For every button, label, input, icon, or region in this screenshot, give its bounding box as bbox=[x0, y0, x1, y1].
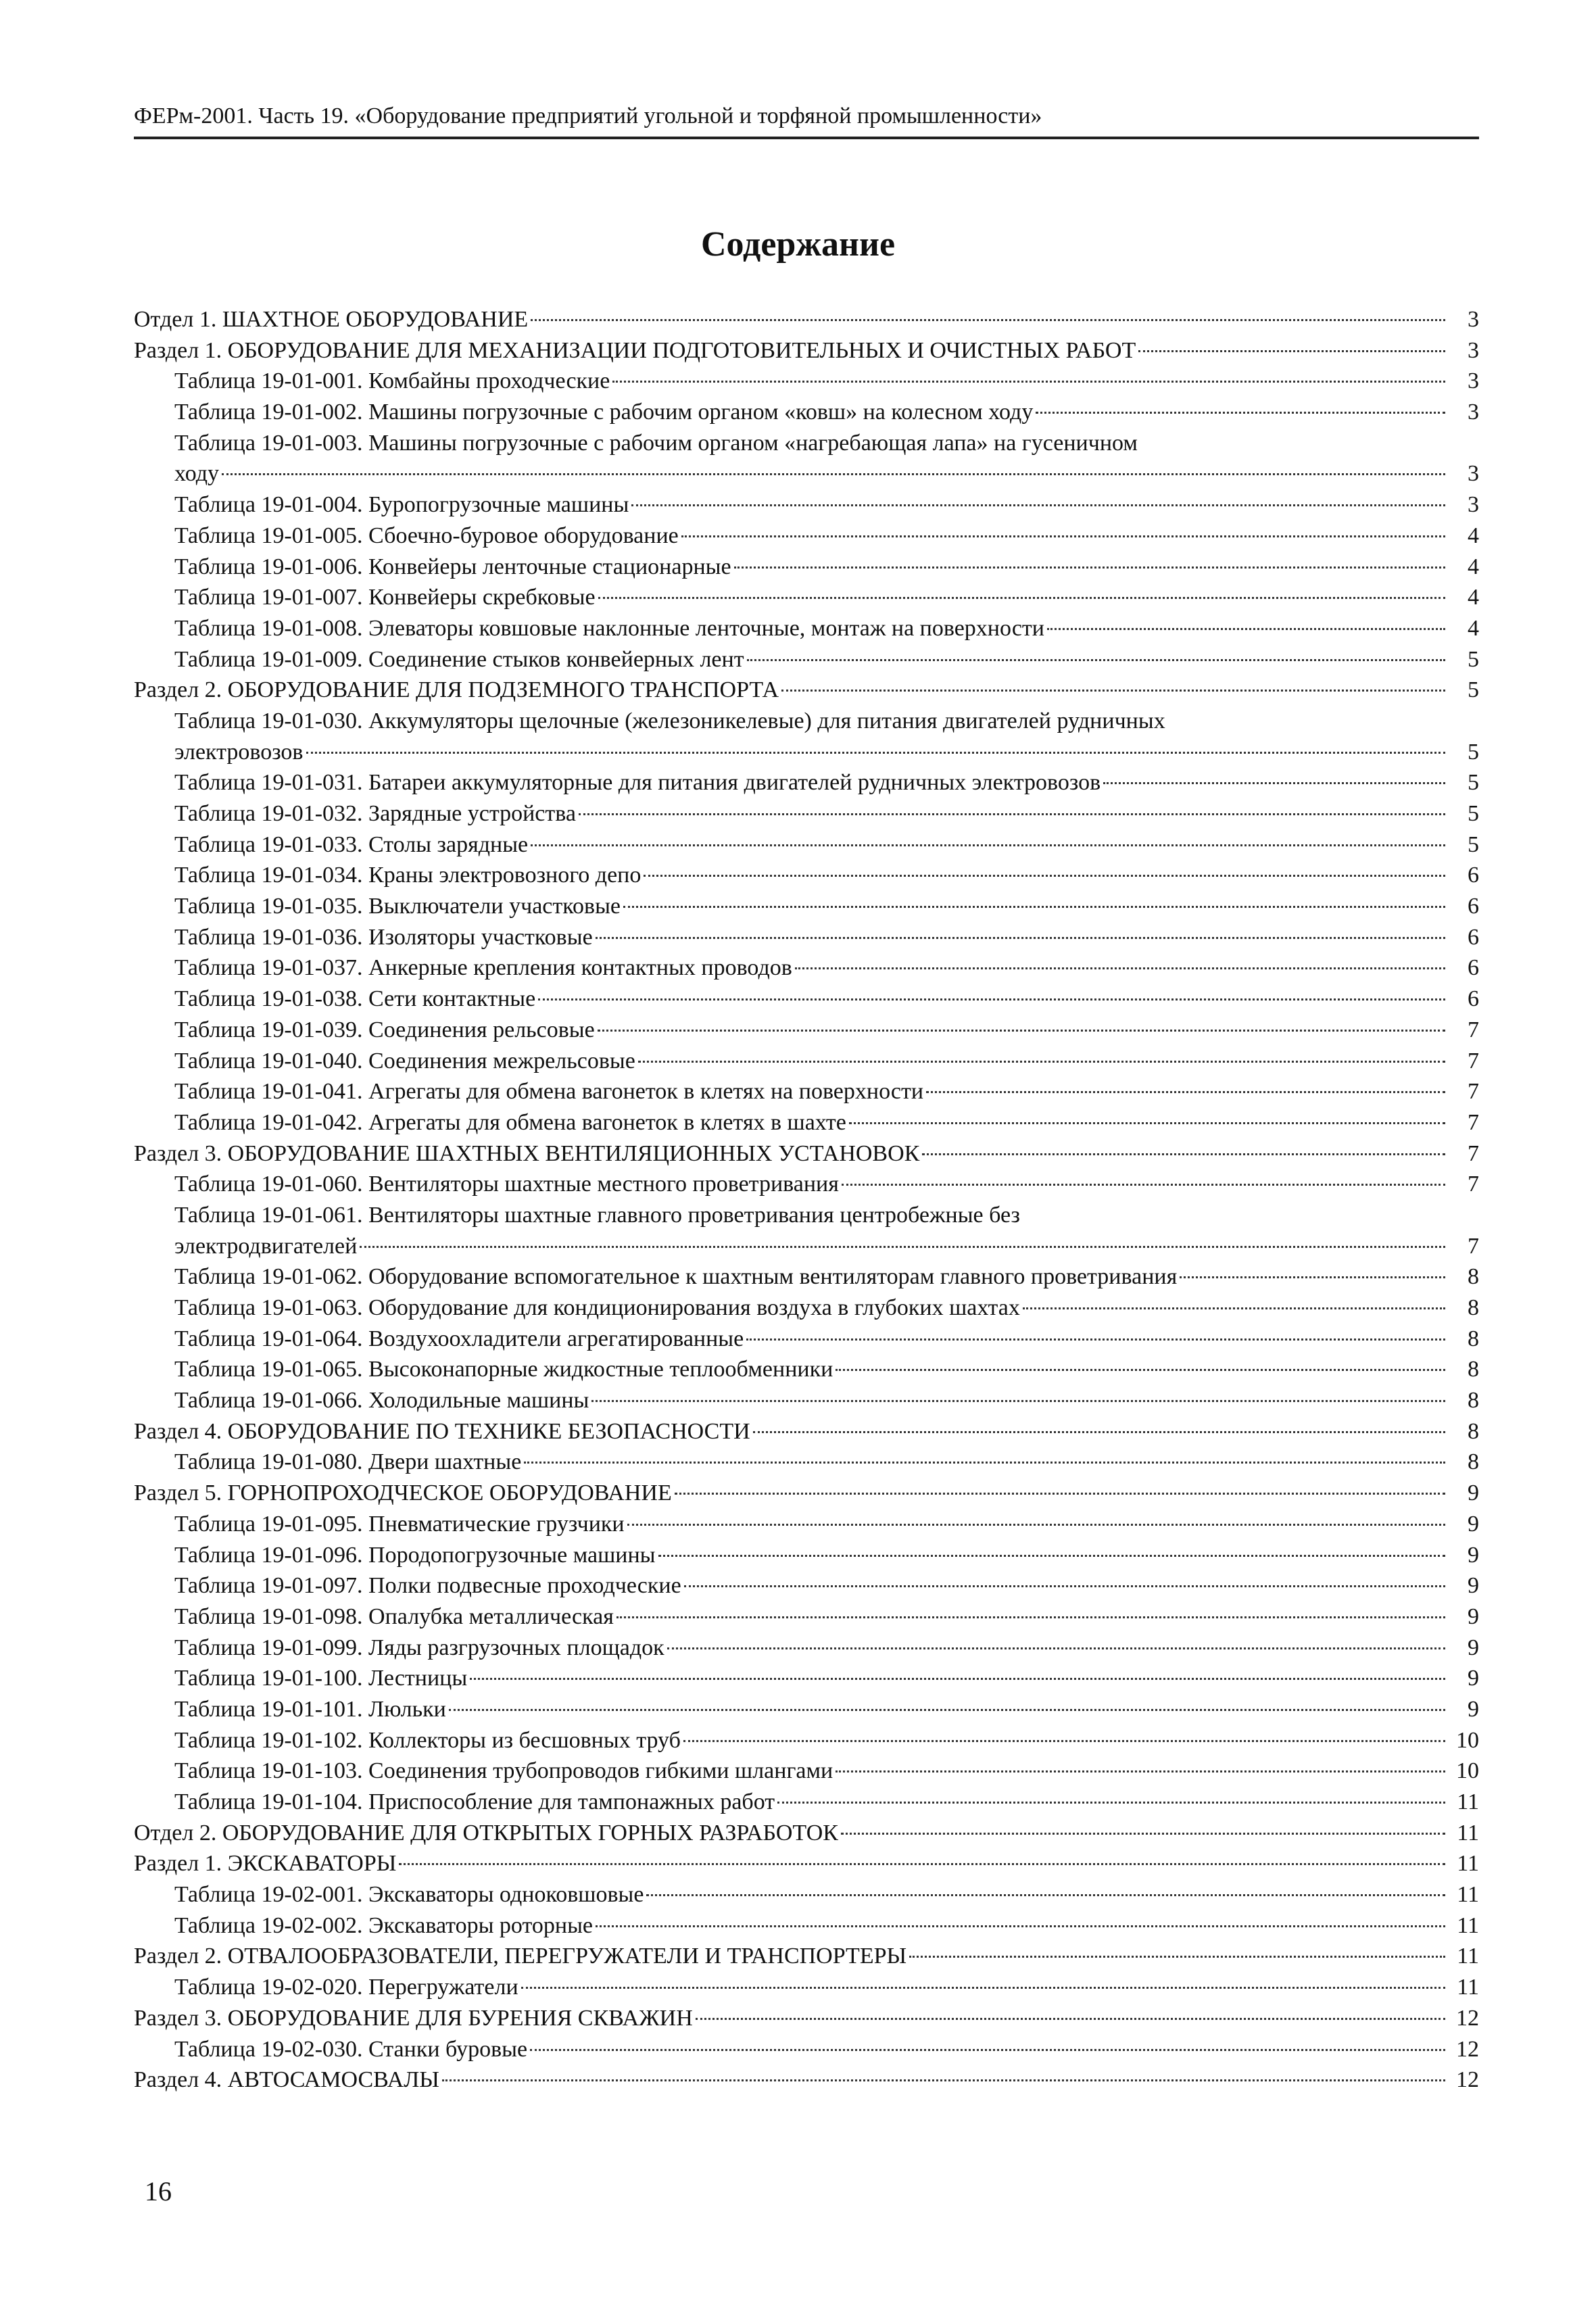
dot-leader bbox=[753, 1431, 1445, 1433]
toc-entry-label: Таблица 19-01-098. Опалубка металлическая bbox=[174, 1603, 614, 1629]
toc-entry-page: 9 bbox=[1468, 1603, 1479, 1629]
toc-table-entry bbox=[134, 1200, 1479, 1261]
toc-entry-page: 5 bbox=[1468, 831, 1479, 857]
toc-entry-label: Таблица 19-01-007. Конвейеры скребковые bbox=[174, 585, 596, 610]
toc-entry-label-continued: электровозов bbox=[174, 739, 304, 765]
dot-leader bbox=[684, 1585, 1445, 1587]
toc-entry-label: Таблица 19-01-008. Элеваторы ковшовые наклонные ленточные, монтаж на поверхности bbox=[174, 615, 1044, 641]
toc-entry-label: Раздел 2. ОБОРУДОВАНИЕ ДЛЯ ПОДЗЕМНОГО ТРАНСПОРТА bbox=[134, 677, 779, 703]
toc-entry-label: Таблица 19-01-006. Конвейеры ленточные стационарные bbox=[174, 554, 731, 579]
dot-leader bbox=[842, 1184, 1445, 1186]
toc-entry-page: 8 bbox=[1468, 1388, 1479, 1414]
toc-table-entry bbox=[134, 1879, 1479, 1910]
toc-entry-label: Таблица 19-01-001. Комбайны проходческие bbox=[174, 368, 610, 394]
toc-entry-page: 6 bbox=[1468, 863, 1479, 888]
toc-entry-page: 11 bbox=[1457, 1789, 1479, 1815]
dot-leader bbox=[836, 1369, 1445, 1371]
toc-section-entry bbox=[134, 1818, 1479, 1849]
toc-entry-label: Таблица 19-01-097. Полки подвесные проходческие bbox=[174, 1573, 681, 1599]
toc-entry-label: Таблица 19-01-095. Пневматические грузчики bbox=[174, 1511, 625, 1537]
dot-leader bbox=[470, 1678, 1445, 1680]
dot-leader bbox=[747, 659, 1445, 661]
toc-entry-label: Таблица 19-01-062. Оборудование вспомогательное к шахтным вентиляторам главного проветривания bbox=[174, 1264, 1178, 1290]
toc-entry-page: 3 bbox=[1468, 400, 1479, 425]
toc-entry-page: 6 bbox=[1468, 894, 1479, 919]
toc-entry-page: 6 bbox=[1468, 955, 1479, 981]
toc-entry-label-continued: электродвигателей bbox=[174, 1233, 358, 1259]
header-rule bbox=[134, 137, 1479, 139]
toc-entry-page: 7 bbox=[1468, 1048, 1479, 1073]
toc-table-entry bbox=[134, 552, 1479, 583]
dot-leader bbox=[646, 1894, 1445, 1896]
toc-table-entry bbox=[134, 1293, 1479, 1324]
dot-leader bbox=[909, 1956, 1445, 1958]
toc-table-entry bbox=[134, 1694, 1479, 1725]
toc-table-entry bbox=[134, 489, 1479, 521]
dot-leader bbox=[638, 1061, 1445, 1063]
toc-entry-label: Таблица 19-01-030. Аккумуляторы щелочные (железоникелевые) для питания двигателей рудничных bbox=[174, 708, 1165, 733]
toc-entry-label: Таблица 19-01-002. Машины погрузочные с рабочим органом «ковш» на колесном ходу bbox=[174, 400, 1034, 425]
dot-leader bbox=[521, 1987, 1445, 1989]
toc-table-entry bbox=[134, 613, 1479, 644]
toc-section-entry bbox=[134, 1416, 1479, 1447]
dot-leader bbox=[531, 319, 1445, 321]
dot-leader bbox=[399, 1863, 1445, 1865]
dot-leader bbox=[746, 1338, 1445, 1341]
dot-leader bbox=[616, 1616, 1445, 1618]
toc-entry-label: Раздел 3. ОБОРУДОВАНИЕ ШАХТНЫХ ВЕНТИЛЯЦИОННЫХ УСТАНОВОК bbox=[134, 1140, 920, 1166]
dot-leader bbox=[596, 1925, 1445, 1927]
toc-entry-label: Таблица 19-01-036. Изоляторы участковые bbox=[174, 924, 593, 950]
toc-entry-page: 11 bbox=[1457, 1851, 1479, 1877]
toc-entry-label: Таблица 19-01-031. Батареи аккумуляторные для питания двигателей рудничных электровозов bbox=[174, 770, 1101, 796]
dot-leader bbox=[926, 1091, 1445, 1093]
toc-table-entry bbox=[134, 1540, 1479, 1571]
toc-entry-label: Таблица 19-02-020. Перегружатели bbox=[174, 1975, 518, 2000]
dot-leader bbox=[841, 1833, 1445, 1835]
dot-leader bbox=[530, 2049, 1445, 2051]
dot-leader bbox=[442, 2079, 1445, 2081]
toc-entry-page: 9 bbox=[1468, 1542, 1479, 1568]
toc-entry-label: Отдел 1. ШАХТНОЕ ОБОРУДОВАНИЕ bbox=[134, 307, 529, 332]
dot-leader bbox=[644, 875, 1445, 877]
dot-leader bbox=[579, 813, 1445, 815]
toc-section-entry bbox=[134, 2065, 1479, 2096]
toc-table-entry bbox=[134, 428, 1479, 489]
toc-entry-page: 5 bbox=[1468, 770, 1479, 796]
toc-entry-label: Таблица 19-01-033. Столы зарядные bbox=[174, 831, 529, 857]
toc-entry-page: 5 bbox=[1468, 646, 1479, 672]
toc-entry-page: 10 bbox=[1456, 1727, 1479, 1753]
toc-entry-label: Таблица 19-01-042. Агрегаты для обмена вагонеток в клетях в шахте bbox=[174, 1109, 846, 1135]
toc-entry-label: Таблица 19-01-034. Краны электровозного депо bbox=[174, 863, 642, 888]
toc-entry-page: 12 bbox=[1456, 2036, 1479, 2062]
toc-entry-label: Раздел 2. ОТВАЛООБРАЗОВАТЕЛИ, ПЕРЕГРУЖАТЕЛИ И ТРАНСПОРТЕРЫ bbox=[134, 1944, 907, 1969]
page-title: Содержание bbox=[700, 225, 896, 264]
toc-entry-page: 6 bbox=[1468, 924, 1479, 950]
toc-section-entry bbox=[134, 1478, 1479, 1509]
dot-leader bbox=[1047, 628, 1445, 630]
toc-table-entry bbox=[134, 1261, 1479, 1293]
toc-table-entry bbox=[134, 1910, 1479, 1941]
dot-leader bbox=[1036, 412, 1445, 414]
toc-table-entry bbox=[134, 2034, 1479, 2065]
toc-table-entry bbox=[134, 1633, 1479, 1664]
dot-leader bbox=[627, 1524, 1445, 1526]
running-header: ФЕРм-2001. Часть 19. «Оборудование предприятий угольной и торфяной промышленности» bbox=[134, 103, 1042, 128]
toc-entry-page: 7 bbox=[1468, 1109, 1479, 1135]
dot-leader bbox=[591, 1400, 1445, 1402]
toc-entry-label: Таблица 19-01-041. Агрегаты для обмена вагонеток в клетях на поверхности bbox=[174, 1079, 924, 1105]
dot-leader bbox=[612, 381, 1445, 383]
dot-leader bbox=[596, 937, 1445, 939]
table-of-contents bbox=[134, 304, 1479, 2096]
toc-table-entry bbox=[134, 1169, 1479, 1200]
dot-leader bbox=[531, 844, 1445, 846]
toc-section-entry bbox=[134, 2003, 1479, 2034]
toc-entry-page: 10 bbox=[1456, 1758, 1479, 1784]
toc-entry-page: 9 bbox=[1468, 1573, 1479, 1599]
dot-leader bbox=[667, 1647, 1445, 1649]
toc-entry-page: 5 bbox=[1468, 677, 1479, 703]
toc-entry-page: 8 bbox=[1468, 1264, 1479, 1290]
toc-table-entry bbox=[134, 1385, 1479, 1416]
toc-table-entry bbox=[134, 521, 1479, 552]
toc-entry-page: 7 bbox=[1468, 1079, 1479, 1105]
toc-table-entry bbox=[134, 984, 1479, 1015]
toc-table-entry bbox=[134, 397, 1479, 428]
toc-entry-page: 7 bbox=[1468, 1172, 1479, 1197]
toc-entry-page: 11 bbox=[1457, 1882, 1479, 1908]
toc-entry-label: Таблица 19-01-032. Зарядные устройства bbox=[174, 801, 576, 827]
toc-entry-label: Раздел 4. ОБОРУДОВАНИЕ ПО ТЕХНИКЕ БЕЗОПАСНОСТИ bbox=[134, 1418, 750, 1444]
toc-entry-page: 12 bbox=[1456, 2005, 1479, 2031]
toc-entry-page: 9 bbox=[1468, 1511, 1479, 1537]
dot-leader bbox=[1180, 1276, 1445, 1278]
dot-leader bbox=[1023, 1307, 1445, 1309]
toc-entry-label: Таблица 19-02-002. Экскаваторы роторные bbox=[174, 1912, 594, 1938]
toc-table-entry bbox=[134, 644, 1479, 675]
toc-section-entry bbox=[134, 335, 1479, 366]
dot-leader bbox=[538, 998, 1445, 1000]
toc-section-entry bbox=[134, 1941, 1479, 1972]
toc-entry-page: 8 bbox=[1468, 1295, 1479, 1321]
dot-leader bbox=[781, 690, 1445, 692]
toc-table-entry bbox=[134, 1046, 1479, 1077]
toc-section-entry bbox=[134, 1138, 1479, 1169]
toc-table-entry bbox=[134, 767, 1479, 798]
toc-table-entry bbox=[134, 1354, 1479, 1385]
toc-entry-label: Таблица 19-01-004. Буропогрузочные машины bbox=[174, 492, 629, 518]
toc-entry-label: Таблица 19-01-038. Сети контактные bbox=[174, 986, 536, 1012]
dot-leader bbox=[623, 906, 1445, 908]
toc-entry-label: Таблица 19-01-066. Холодильные машины bbox=[174, 1388, 589, 1414]
toc-table-entry bbox=[134, 952, 1479, 984]
toc-table-entry bbox=[134, 1324, 1479, 1355]
toc-entry-page: 8 bbox=[1468, 1326, 1479, 1351]
dot-leader bbox=[922, 1153, 1445, 1155]
dot-leader bbox=[1103, 782, 1445, 784]
toc-entry-label: Таблица 19-01-104. Приспособление для тампонажных работ bbox=[174, 1789, 775, 1815]
toc-entry-label: Таблица 19-01-101. Люльки bbox=[174, 1696, 446, 1722]
toc-entry-label: Таблица 19-01-039. Соединения рельсовые bbox=[174, 1017, 595, 1042]
toc-entry-page: 9 bbox=[1468, 1696, 1479, 1722]
toc-entry-page: 3 bbox=[1468, 368, 1479, 394]
toc-entry-page: 3 bbox=[1468, 337, 1479, 363]
dot-leader bbox=[1138, 350, 1445, 352]
toc-entry-page: 7 bbox=[1468, 1140, 1479, 1166]
dot-leader bbox=[681, 535, 1445, 537]
toc-table-entry bbox=[134, 1725, 1479, 1756]
dot-leader bbox=[306, 752, 1446, 754]
toc-table-entry bbox=[134, 1663, 1479, 1694]
toc-entry-label: Таблица 19-01-009. Соединение стыков конвейерных лент bbox=[174, 646, 744, 672]
toc-entry-label: Таблица 19-01-096. Породопогрузочные машины bbox=[174, 1542, 656, 1568]
toc-entry-page: 12 bbox=[1456, 2067, 1479, 2093]
toc-entry-label: Таблица 19-01-063. Оборудование для кондиционирования воздуха в глубоких шахтах bbox=[174, 1295, 1020, 1321]
dot-leader bbox=[658, 1555, 1446, 1557]
toc-table-entry bbox=[134, 829, 1479, 861]
dot-leader bbox=[524, 1462, 1445, 1464]
toc-entry-page: 4 bbox=[1468, 585, 1479, 610]
toc-entry-label: Таблица 19-02-030. Станки буровые bbox=[174, 2036, 528, 2062]
toc-table-entry bbox=[134, 366, 1479, 397]
toc-entry-label: Раздел 1. ОБОРУДОВАНИЕ ДЛЯ МЕХАНИЗАЦИИ ПОДГОТОВИТЕЛЬНЫХ И ОЧИСТНЫХ РАБОТ bbox=[134, 337, 1136, 363]
toc-entry-label: Таблица 19-01-102. Коллекторы из бесшовных труб bbox=[174, 1727, 681, 1753]
toc-table-entry bbox=[134, 922, 1479, 953]
toc-entry-label-continued: ходу bbox=[174, 461, 220, 487]
toc-table-entry bbox=[134, 860, 1479, 891]
toc-table-entry bbox=[134, 798, 1479, 829]
dot-leader bbox=[222, 473, 1445, 475]
toc-entry-label: Таблица 19-01-040. Соединения межрельсовые bbox=[174, 1048, 635, 1073]
dot-leader bbox=[777, 1802, 1445, 1804]
toc-table-entry bbox=[134, 1787, 1479, 1818]
toc-table-entry bbox=[134, 891, 1479, 922]
toc-entry-page: 5 bbox=[1468, 801, 1479, 827]
toc-entry-page: 9 bbox=[1468, 1480, 1479, 1506]
toc-entry-label: Таблица 19-01-100. Лестницы bbox=[174, 1666, 468, 1691]
dot-leader bbox=[849, 1122, 1445, 1124]
toc-entry-label: Таблица 19-02-001. Экскаваторы одноковшовые bbox=[174, 1882, 644, 1908]
toc-table-entry bbox=[134, 1972, 1479, 2003]
toc-entry-page: 3 bbox=[1468, 492, 1479, 518]
toc-entry-page: 7 bbox=[1468, 1017, 1479, 1042]
toc-entry-page: 3 bbox=[1468, 307, 1479, 332]
toc-table-entry bbox=[134, 1509, 1479, 1540]
toc-entry-page: 4 bbox=[1468, 554, 1479, 579]
toc-entry-page: 8 bbox=[1468, 1357, 1479, 1382]
toc-entry-page: 11 bbox=[1457, 1975, 1479, 2000]
page-number: 16 bbox=[145, 2176, 172, 2206]
toc-entry-page: 11 bbox=[1457, 1944, 1479, 1969]
toc-entry-label: Таблица 19-01-080. Двери шахтные bbox=[174, 1449, 522, 1475]
dot-leader bbox=[675, 1493, 1445, 1495]
dot-leader bbox=[449, 1709, 1445, 1711]
toc-table-entry bbox=[134, 582, 1479, 613]
dot-leader bbox=[696, 2018, 1445, 2020]
dot-leader bbox=[683, 1740, 1445, 1742]
toc-entry-label: Таблица 19-01-060. Вентиляторы шахтные местного проветривания bbox=[174, 1172, 839, 1197]
toc-entry-page: 7 bbox=[1468, 1233, 1479, 1259]
toc-entry-label: Таблица 19-01-037. Анкерные крепления контактных проводов bbox=[174, 955, 792, 981]
toc-entry-label: Раздел 5. ГОРНОПРОХОДЧЕСКОЕ ОБОРУДОВАНИЕ bbox=[134, 1480, 672, 1506]
toc-section-entry bbox=[134, 675, 1479, 706]
toc-entry-label: Таблица 19-01-103. Соединения трубопроводов гибкими шлангами bbox=[174, 1758, 833, 1784]
dot-leader bbox=[360, 1246, 1445, 1248]
toc-entry-page: 5 bbox=[1468, 739, 1479, 765]
toc-entry-page: 4 bbox=[1468, 615, 1479, 641]
toc-entry-page: 4 bbox=[1468, 523, 1479, 548]
toc-entry-label: Отдел 2. ОБОРУДОВАНИЕ ДЛЯ ОТКРЫТЫХ ГОРНЫХ РАЗРАБОТОК bbox=[134, 1820, 838, 1845]
toc-entry-page: 8 bbox=[1468, 1418, 1479, 1444]
dot-leader bbox=[598, 597, 1445, 599]
toc-section-entry bbox=[134, 1848, 1479, 1879]
toc-entry-page: 9 bbox=[1468, 1635, 1479, 1660]
toc-table-entry bbox=[134, 1447, 1479, 1478]
toc-entry-label: Таблица 19-01-005. Сбоечно-буровое оборудование bbox=[174, 523, 679, 548]
toc-entry-page: 3 bbox=[1468, 461, 1479, 487]
toc-table-entry bbox=[134, 1107, 1479, 1138]
toc-entry-label: Таблица 19-01-065. Высоконапорные жидкостные теплообменники bbox=[174, 1357, 833, 1382]
toc-table-entry bbox=[134, 1015, 1479, 1046]
toc-entry-label: Раздел 3. ОБОРУДОВАНИЕ ДЛЯ БУРЕНИЯ СКВАЖИН bbox=[134, 2005, 693, 2031]
toc-entry-label: Таблица 19-01-099. Ляды разгрузочных площадок bbox=[174, 1635, 664, 1660]
dot-leader bbox=[836, 1770, 1445, 1772]
toc-entry-label: Таблица 19-01-003. Машины погрузочные с рабочим органом «нагребающая лапа» на гусеничном bbox=[174, 430, 1138, 456]
toc-entry-page: 8 bbox=[1468, 1449, 1479, 1475]
toc-entry-label: Таблица 19-01-035. Выключатели участковые bbox=[174, 894, 621, 919]
toc-table-entry bbox=[134, 1570, 1479, 1601]
toc-entry-label: Таблица 19-01-064. Воздухоохладители агрегатированные bbox=[174, 1326, 744, 1351]
dot-leader bbox=[795, 967, 1445, 969]
dot-leader bbox=[734, 566, 1445, 569]
toc-section-entry bbox=[134, 304, 1479, 335]
toc-entry-page: 9 bbox=[1468, 1666, 1479, 1691]
toc-entry-page: 11 bbox=[1457, 1912, 1479, 1938]
dot-leader bbox=[631, 504, 1445, 506]
toc-entry-label: Раздел 1. ЭКСКАВАТОРЫ bbox=[134, 1851, 397, 1877]
toc-table-entry bbox=[134, 706, 1479, 767]
toc-entry-label: Раздел 4. АВТОСАМОСВАЛЫ bbox=[134, 2067, 439, 2093]
toc-table-entry bbox=[134, 1601, 1479, 1633]
toc-entry-page: 11 bbox=[1457, 1820, 1479, 1845]
toc-table-entry bbox=[134, 1756, 1479, 1787]
toc-entry-label: Таблица 19-01-061. Вентиляторы шахтные главного проветривания центробежные без bbox=[174, 1202, 1020, 1228]
toc-entry-page: 6 bbox=[1468, 986, 1479, 1012]
dot-leader bbox=[598, 1030, 1445, 1032]
toc-table-entry bbox=[134, 1076, 1479, 1107]
